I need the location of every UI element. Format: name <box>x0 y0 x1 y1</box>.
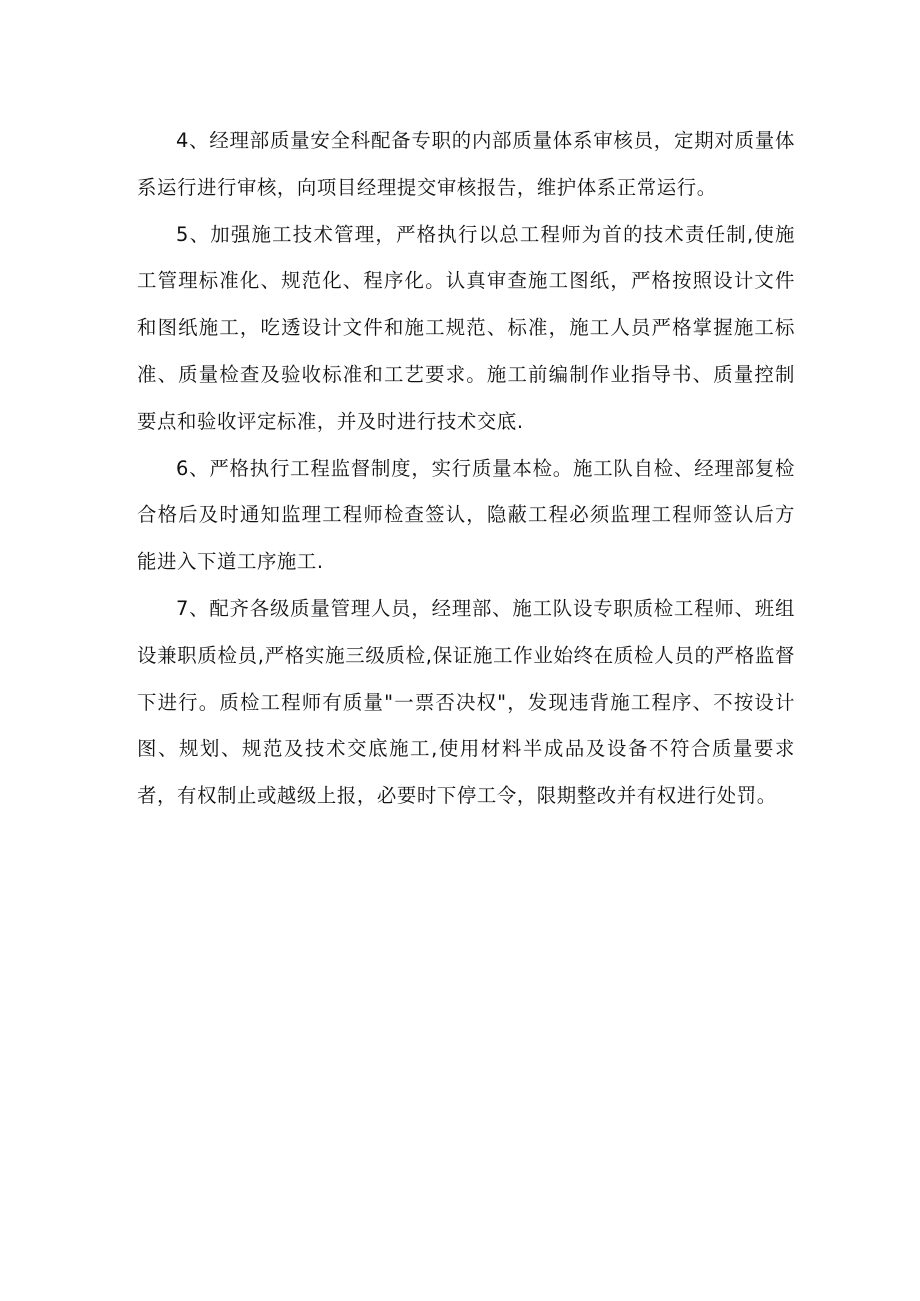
paragraph-4: 4、经理部质量安全科配备专职的内部质量体系审核员，定期对质量体系运行进行审核，向项目经理提交审核报告，维护体系正常运行。 <box>137 129 795 199</box>
document-body <box>137 118 795 820</box>
paragraph-7: 7、配齐各级质量管理人员，经理部、施工队设专职质检工程师、班组设兼职质检员,严格实施三级质检,保证施工作业始终在质检人员的严格监督下进行。质检工程师有质量"一票否决权"，发现违背施工程序、不按设计图、规划、规范及技术交底施工,使用材料半成品及设备不符合质量要求者，有权制止或越级上报，必要时下停工令，限期整改并有权进行处罚。 <box>137 596 795 808</box>
paragraph-6: 6、严格执行工程监督制度，实行质量本检。施工队自检、经理部复检合格后及时通知监理工程师检查签认，隐蔽工程必须监理工程师签认后方能进入下道工序施工. <box>137 456 795 574</box>
paragraph-5: 5、加强施工技术管理，严格执行以总工程师为首的技术责任制,使施工管理标准化、规范化、程序化。认真审查施工图纸，严格按照设计文件和图纸施工，吃透设计文件和施工规范、标准，施工人员严格掌握施工标准、质量检查及验收标准和工艺要求。施工前编制作业指导书、质量控制要点和验收评定标准，并及时进行技术交底. <box>137 222 795 433</box>
